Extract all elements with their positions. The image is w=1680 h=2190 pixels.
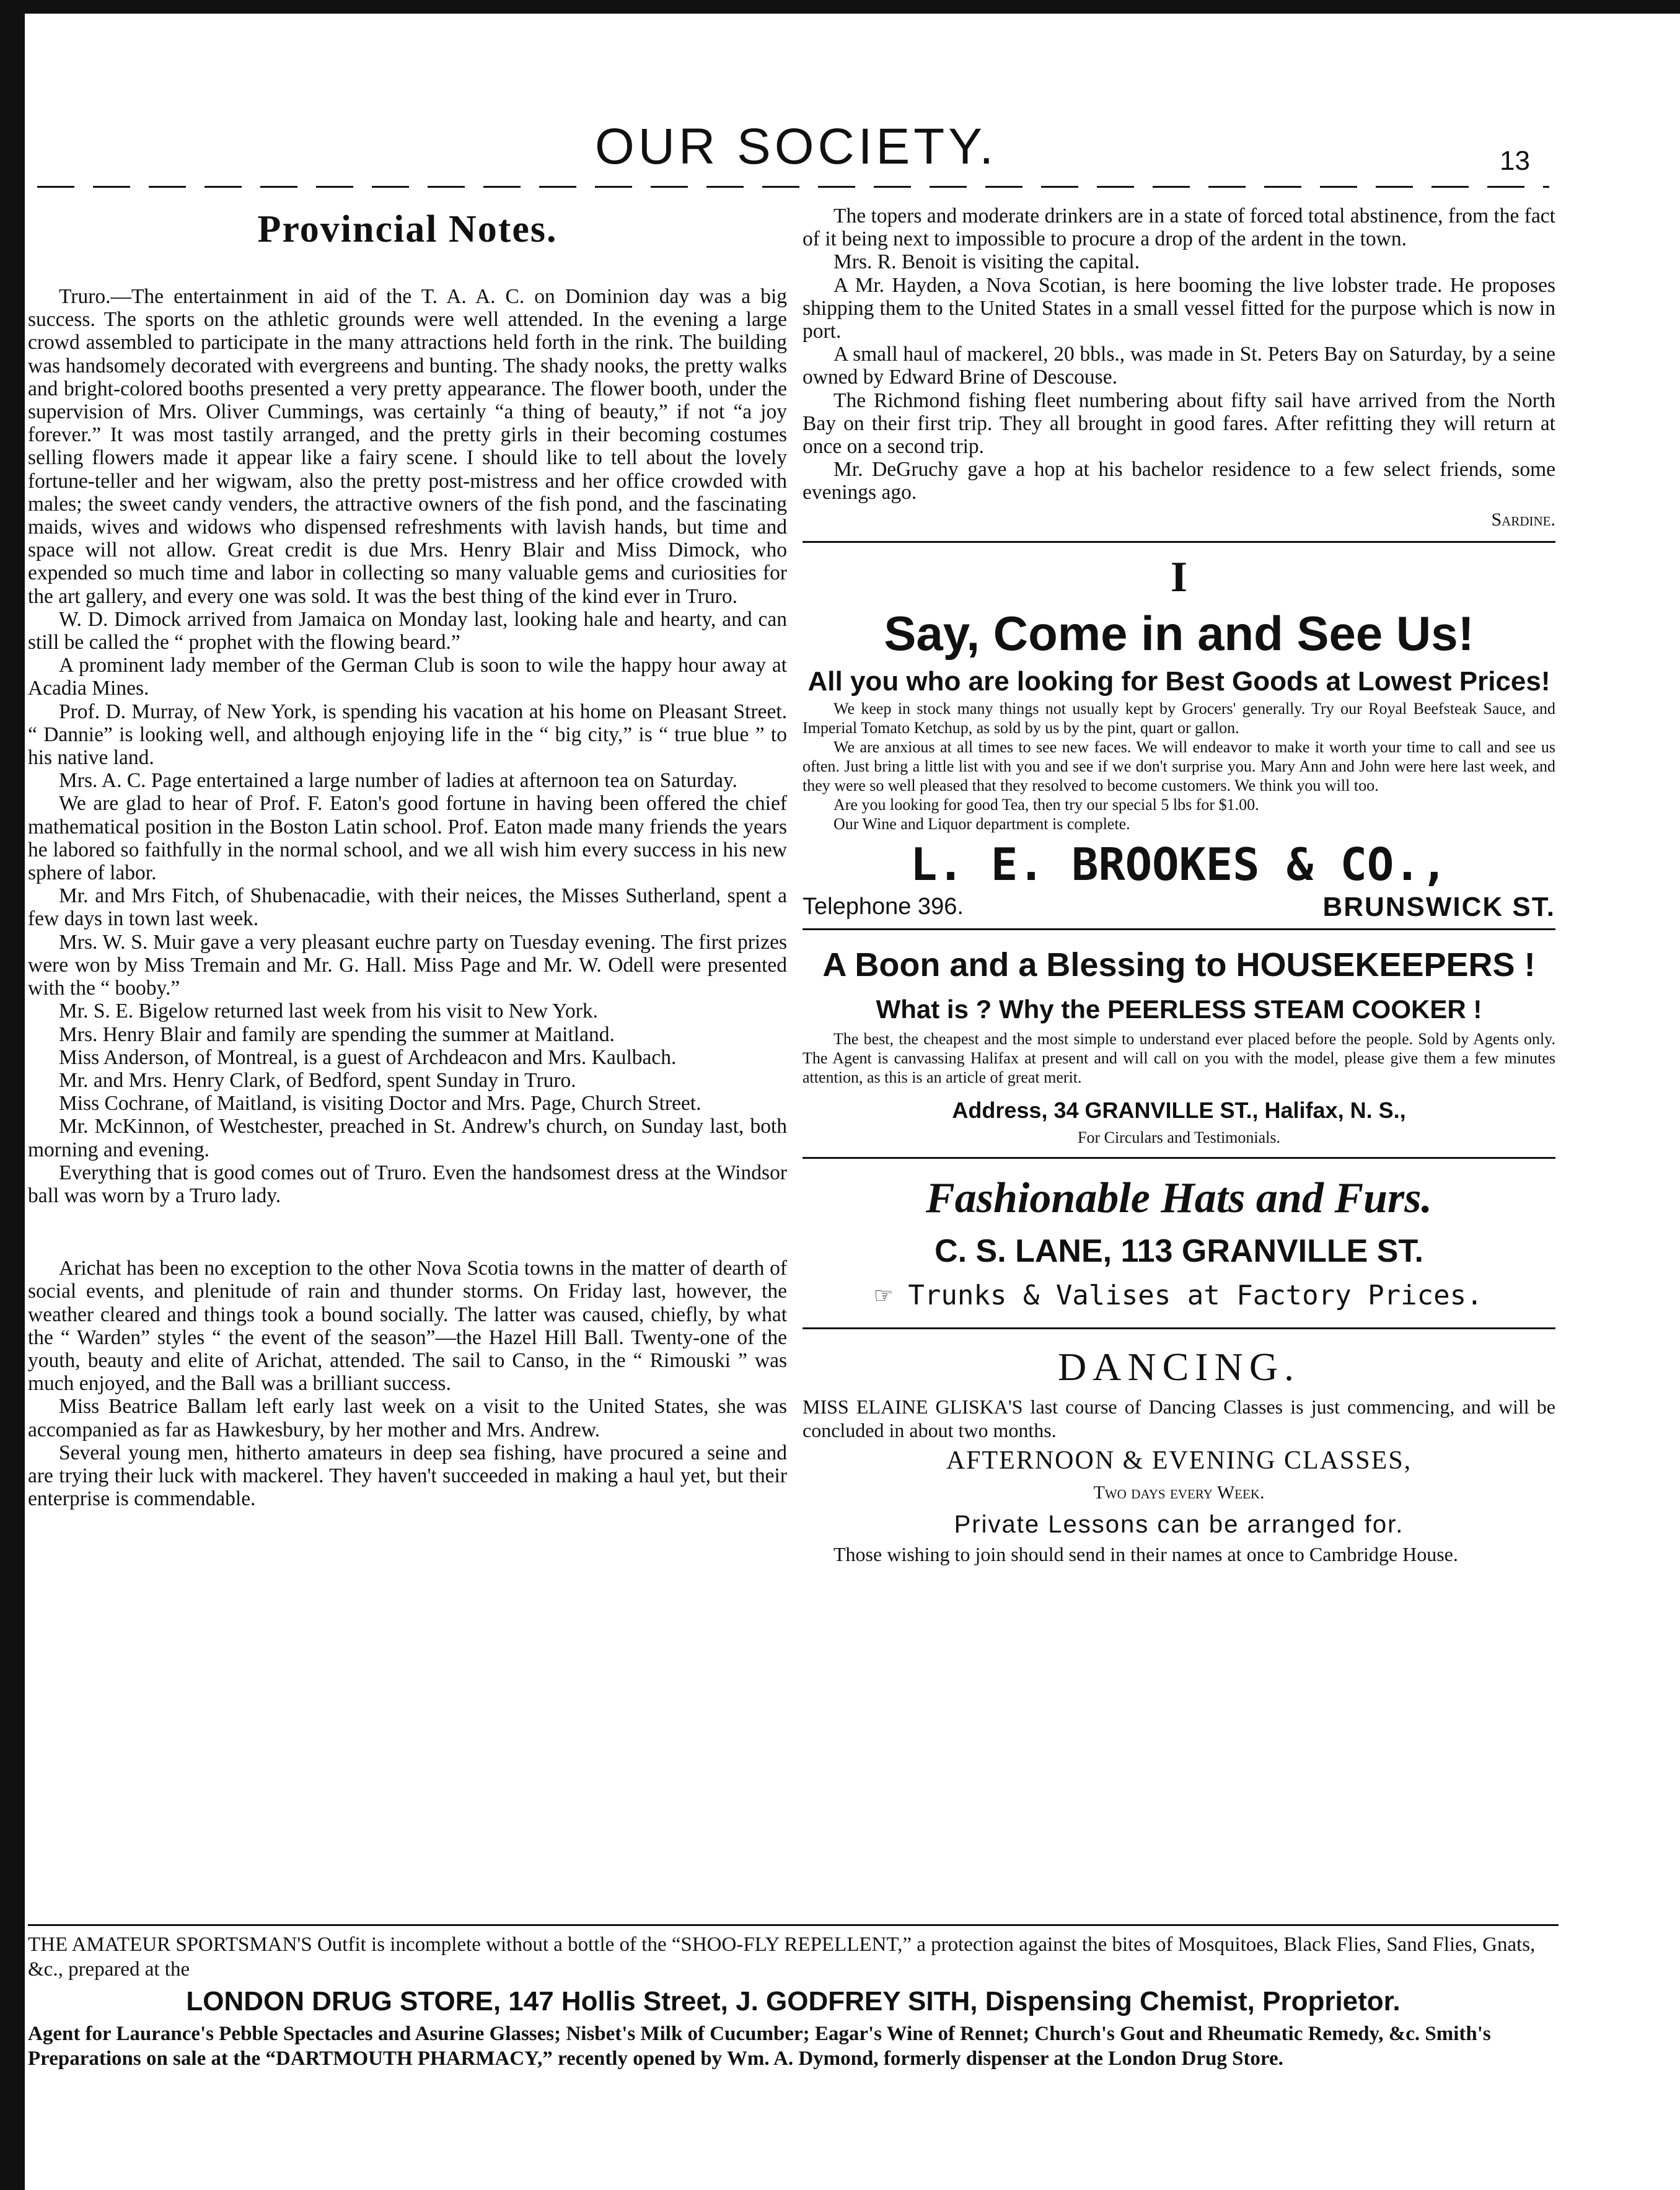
left-border	[0, 0, 25, 2190]
paragraph: Miss Anderson, of Montreal, is a guest of Archdeacon and Mrs. Kaulbach.	[59, 1045, 677, 1069]
paragraph: Several young men, hitherto amateurs in deep sea fishing, have procured a seine and are trying their luck with mackerel. They haven't succeeded in making a haul yet, but their enterprise is commendable.	[28, 1441, 787, 1511]
ad-mark: I	[1170, 553, 1188, 601]
paragraph: Mr. DeGruchy gave a hop at his bachelor residence to a few select friends, some evenings ago.	[803, 458, 1555, 504]
paragraph: Everything that is good comes out of Truro. Even the handsomest dress at the Windsor ball was worn by a Truro lady.	[28, 1161, 787, 1207]
paragraph: A small haul of mackerel, 20 bbls., was made in St. Peters Bay on Saturday, by a seine owned by Edward Brine of Descouse.	[803, 343, 1555, 389]
ad-peerless	[803, 940, 1555, 1147]
divider	[28, 1924, 1559, 1926]
left-column	[28, 204, 787, 1510]
bottom-ad-text: THE AMATEUR SPORTSMAN'S Outfit is incomplete without a bottle of the “SHOO-FLY REPELLENT,” a protection against the bites of Mosquitoes, Black Flies, Sand Flies, Gnats, &c., prepared at the	[28, 1933, 1536, 1981]
paragraph: Mr. and Mrs. Henry Clark, of Bedford, spent Sunday in Truro.	[59, 1068, 576, 1092]
ad-private: Private Lessons can be arranged for.	[954, 1511, 1404, 1539]
ad-subheadline: All you who are looking for Best Goods at Lowest Prices!	[807, 666, 1550, 697]
ad-text: Those wishing to join should send in their names at once to Cambridge House.	[833, 1543, 1458, 1566]
header-rule	[37, 186, 1549, 188]
paragraph: Miss Beatrice Ballam left early last week on a visit to the United States, she was accompanied as far as Hawkesbury, by her mother and Mrs. Andrew.	[28, 1395, 787, 1441]
ad-headline: Say, Come in and See Us!	[884, 605, 1474, 661]
page-number: 13	[1500, 146, 1530, 176]
divider	[803, 541, 1555, 543]
ad-headline: DANCING.	[1057, 1345, 1301, 1389]
paragraph: Arichat has been no exception to the other Nova Scotia towns in the matter of dearth of social events, and plenitude of rain and thunder storms. On Friday last, however, the weather cleared and things took a bound socially. The latter was caused, chiefly, by what the “ Warden” styles “ the event of the season”—the Hazel Hill Ball. Twenty-one of the youth, beauty and elite of Arichat, attended. The sail to Canso, in the “ Rimouski ” was much enjoyed, and the Ball was a brilliant success.	[28, 1257, 787, 1396]
ad-text: Are you looking for good Tea, then try our special 5 lbs for $1.00.	[833, 795, 1259, 814]
ad-note: For Circulars and Testimonials.	[1078, 1128, 1280, 1147]
paragraph: The topers and moderate drinkers are in a state of forced total abstinence, from the fact of it being next to impossible to procure a drop of the ardent in the town.	[803, 204, 1555, 251]
paragraph: Mr. and Mrs Fitch, of Shubenacadie, with their neices, the Misses Sutherland, spent a few days in town last week.	[28, 884, 787, 931]
ad-company: L. E. BROOKES & CO.,	[910, 838, 1448, 891]
ad-subheadline: What is ? Why the PEERLESS STEAM COOKER !	[876, 995, 1482, 1024]
divider	[803, 1157, 1555, 1159]
paragraph: Truro.—The entertainment in aid of the T. A. A. C. on Dominion day was a big success. The sports on the athletic grounds were well attended. In the evening a large crowd assembled to participate in the many attractions held forth in the rink. The building was handsomely decorated with evergreens and bunting. The shady nooks, the pretty walks and bright-colored booths presented a very pretty appearance. The flower booth, under the supervision of Mrs. Oliver Cummings, was certainly “a thing of beauty,” if not “a joy forever.” It was most tastily arranged, and the pretty girls in their becoming costumes selling flowers made it appear like a fairy scene. I should like to tell about the lovely fortune-teller and her wigwam, also the pretty post-mistress and her office crowded with males; the sweet candy venders, the attractive owners of the fish pond, and the fascinating maids, wives and widows who dispensed refreshments with lavish hands, but time and space will not allow. Great credit is due Mrs. Henry Blair and Miss Dimock, who expended so much time and labor in collecting so many valuable gems and curiosities for the art gallery, and every one was sold. It was the best thing of the kind ever in Truro.	[28, 285, 787, 608]
page-title: OUR SOCIETY.	[595, 118, 998, 175]
ad-lane	[803, 1169, 1555, 1317]
paragraph: W. D. Dimock arrived from Jamaica on Monday last, looking hale and hearty, and can still be called the “ prophet with the flowing beard.”	[28, 607, 787, 654]
paragraph: Mrs. R. Benoit is visiting the capital.	[833, 250, 1140, 274]
paragraph: Miss Cochrane, of Maitland, is visiting Doctor and Mrs. Page, Church Street.	[59, 1092, 701, 1115]
paragraph: A Mr. Hayden, a Nova Scotian, is here booming the live lobster trade. He proposes shipping them to the United States in a small vessel fitted for the purpose which is now in port.	[803, 273, 1555, 343]
ad-street: BRUNSWICK ST.	[1322, 891, 1555, 922]
right-column	[803, 204, 1555, 1566]
section-title: Provincial Notes.	[257, 208, 558, 250]
paragraph: The Richmond fishing fleet numbering about fifty sail have arrived from the North Bay on their first trip. They all brought in good fares. After refitting they will return at once on a second trip.	[803, 389, 1555, 459]
paragraph: Mr. S. E. Bigelow returned last week from his visit to New York.	[59, 1000, 599, 1023]
ad-dancing	[803, 1339, 1555, 1566]
bottom-ad	[28, 1924, 1559, 2071]
ad-text: MISS ELAINE GLISKA'S last course of Dancing Classes is just commencing, and will be concluded in about two months.	[803, 1396, 1555, 1442]
top-border	[0, 0, 1680, 14]
divider	[803, 928, 1555, 930]
paragraph: Mrs. A. C. Page entertained a large number of ladies at afternoon tea on Saturday.	[59, 769, 737, 793]
ad-name: C. S. LANE, 113 GRANVILLE ST.	[935, 1233, 1423, 1270]
divider	[803, 1327, 1555, 1329]
paragraph: We are glad to hear of Prof. F. Eaton's good fortune in having been offered the chief mathematical position in the Boston Latin school. Prof. Eaton made many friends the years he labored so faithfully in the normal school, and we all wish him every success in his new sphere of labor.	[28, 792, 787, 885]
paragraph: Mrs. W. S. Muir gave a very pleasant euchre party on Tuesday evening. The first prizes were won by Miss Tremain and Mr. G. Hall. Miss Page and Mr. W. Odell were presented with the “ booby.”	[28, 930, 787, 1000]
bottom-ad-store: LONDON DRUG STORE, 147 Hollis Street, J. GODFREY SITH, Dispensing Chemist, Proprietor.	[186, 1986, 1401, 2016]
ad-headline: Fashionable Hats and Furs.	[926, 1174, 1432, 1223]
paragraph: A prominent lady member of the German Club is soon to wile the happy hour away at Acadia Mines.	[28, 654, 787, 700]
ad-days: Two days every Week.	[1093, 1482, 1265, 1503]
ad-classes: AFTERNOON & EVENING CLASSES,	[946, 1446, 1412, 1475]
bottom-ad-text: Agent for Laurance's Pebble Spectacles and Asurine Glasses; Nisbet's Milk of Cucumber; Eagar's Wine of Rennet; Church's Gout and Rheumatic Remedy, &c. Smith's Preparations on sale at the “DARTMOUTH PHARMACY,” recently opened by Wm. A. Dymond, formerly dispenser at the London Drug Store.	[28, 2023, 1491, 2070]
ad-brookes	[803, 553, 1555, 922]
ad-text: We keep in stock many things not usually kept by Grocers' generally. Try our Royal Beefsteak Sauce, and Imperial Tomato Ketchup, as sold by us by the pint, quart or gallon.	[803, 699, 1555, 737]
paragraph: Prof. D. Murray, of New York, is spending his vacation at his home on Pleasant Street. “ Dannie” is looking well, and although enjoying life in the “ big city,” is “ true blue ” to his native land.	[28, 700, 787, 770]
ad-subheadline: ☞ Trunks & Valises at Factory Prices.	[875, 1280, 1483, 1312]
ad-phone: Telephone 396.	[803, 893, 964, 920]
paragraph: Mrs. Henry Blair and family are spending the summer at Maitland.	[59, 1022, 615, 1046]
paragraph: Mr. McKinnon, of Westchester, preached in St. Andrew's church, on Sunday last, both morning and evening.	[28, 1115, 787, 1161]
ad-text: The best, the cheapest and the most simple to understand ever placed before the people. Sold by Agents only. The Agent is canvassing Halifax at present and will call on you with the model, please give them a few minutes attention, as this is an article of great merit.	[803, 1030, 1555, 1087]
ad-address: Address, 34 GRANVILLE ST., Halifax, N. S.,	[952, 1097, 1406, 1124]
ad-text: We are anxious at all times to see new faces. We will endeavor to make it worth your time to call and see us often. Just bring a little list with you and see if we don't surprise you. Mary Ann and John were here last week, and they were so well pleased that they resolved to become customers. We think you will too.	[803, 737, 1555, 794]
ad-text: Our Wine and Liquor department is complete.	[833, 814, 1130, 833]
ad-headline: A Boon and a Blessing to HOUSEKEEPERS !	[822, 946, 1536, 984]
signature: Sardine.	[1491, 509, 1555, 530]
